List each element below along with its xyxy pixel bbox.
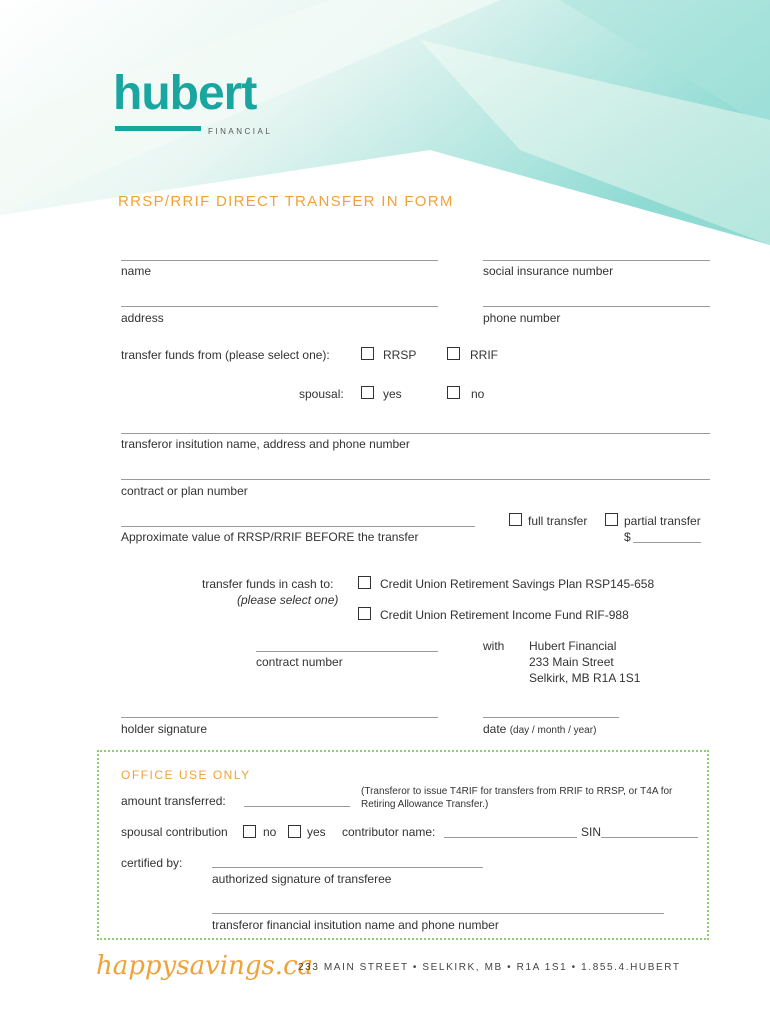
address-label: address (121, 311, 164, 325)
contract-number-label: contract number (256, 655, 343, 669)
certified-by-label: certified by: (121, 856, 183, 870)
cash-sublabel: (please select one) (237, 593, 339, 607)
amount-transferred-label: amount transferred: (121, 794, 226, 808)
cash-label: transfer funds in cash to: (202, 577, 334, 591)
holder-signature-label: holder signature (121, 722, 208, 736)
rrif-label: RRIF (470, 348, 498, 362)
sin-label: social insurance number (483, 264, 614, 278)
full-transfer-label: full transfer (528, 514, 588, 528)
date-field[interactable] (483, 717, 619, 718)
contribution-yes-checkbox[interactable] (288, 825, 301, 838)
authorized-signature-label: authorized signature of transferee (212, 872, 392, 886)
office-sin-field[interactable] (601, 837, 698, 838)
phone-label: phone number (483, 311, 561, 325)
rrif-checkbox[interactable] (447, 347, 460, 360)
contract-label: contract or plan number (121, 484, 248, 498)
holder-signature-field[interactable] (121, 717, 438, 718)
rrsp-checkbox[interactable] (361, 347, 374, 360)
address-field[interactable] (121, 306, 438, 307)
happysavings-logo: happysavings.ca (96, 951, 314, 981)
transfer-from-label: transfer funds from (please select one): (121, 348, 330, 362)
rrsp-label: RRSP (383, 348, 417, 362)
with-line-1: Hubert Financial (529, 639, 617, 653)
full-transfer-checkbox[interactable] (509, 513, 522, 526)
rsp-checkbox[interactable] (358, 576, 371, 589)
with-line-2: 233 Main Street (529, 655, 614, 669)
transferor-financial-field[interactable] (212, 913, 664, 914)
office-sin-label: SIN (581, 825, 602, 839)
spousal-contribution-label: spousal contribution (121, 825, 228, 839)
contract-number-field[interactable] (256, 651, 438, 652)
transfer-note: (Transferor to issue T4RIF for transfers from RRIF to RRSP, or T4A for Retiring Allowance Transfer.) (361, 786, 673, 810)
approx-value-label: Approximate value of RRSP/RRIF BEFORE the transfer (121, 530, 419, 544)
dollar-sign: $ (624, 530, 631, 544)
spousal-label: spousal: (299, 387, 344, 401)
amount-transferred-field[interactable] (244, 806, 350, 807)
contribution-no-checkbox[interactable] (243, 825, 256, 838)
form-title: RRSP/RRIF DIRECT TRANSFER IN FORM (118, 193, 454, 210)
rif-option-label: Credit Union Retirement Income Fund RIF-988 (380, 608, 629, 622)
contributor-name-label: contributor name: (342, 825, 436, 839)
spousal-yes-checkbox[interactable] (361, 386, 374, 399)
date-label (483, 722, 596, 736)
name-label: name (121, 264, 152, 278)
partial-amount-field[interactable] (633, 542, 701, 543)
logo-underline (115, 126, 201, 131)
office-use-title: OFFICE USE ONLY (121, 768, 251, 782)
rif-checkbox[interactable] (358, 607, 371, 620)
contribution-no-label: no (263, 825, 277, 839)
logo-subtitle: FINANCIAL (208, 127, 273, 136)
spousal-yes-label: yes (383, 387, 402, 401)
spousal-no-checkbox[interactable] (447, 386, 460, 399)
date-text: date (483, 722, 507, 736)
authorized-signature-field[interactable] (212, 867, 483, 868)
contribution-yes-label: yes (307, 825, 326, 839)
with-line-3: Selkirk, MB R1A 1S1 (529, 671, 641, 685)
date-format: (day / month / year) (509, 725, 597, 736)
transferor-field[interactable] (121, 433, 710, 434)
rsp-option-label: Credit Union Retirement Savings Plan RSP145-658 (380, 577, 655, 591)
contributor-name-field[interactable] (444, 837, 577, 838)
partial-transfer-checkbox[interactable] (605, 513, 618, 526)
with-label: with (483, 639, 505, 653)
transferor-financial-label: transferor financial insitution name and phone number (212, 918, 499, 932)
hubert-logo: hubert (113, 67, 257, 120)
name-field[interactable] (121, 260, 438, 261)
footer-address: 233 MAIN STREET • SELKIRK, MB • R1A 1S1 • 1.855.4.HUBERT (298, 962, 681, 973)
transferor-label: transferor insitution name, address and phone number (121, 437, 410, 451)
partial-transfer-label: partial transfer (624, 514, 701, 528)
contract-field[interactable] (121, 479, 710, 480)
spousal-no-label: no (471, 387, 485, 401)
approx-value-field[interactable] (121, 526, 475, 527)
phone-field[interactable] (483, 306, 710, 307)
sin-field[interactable] (483, 260, 710, 261)
